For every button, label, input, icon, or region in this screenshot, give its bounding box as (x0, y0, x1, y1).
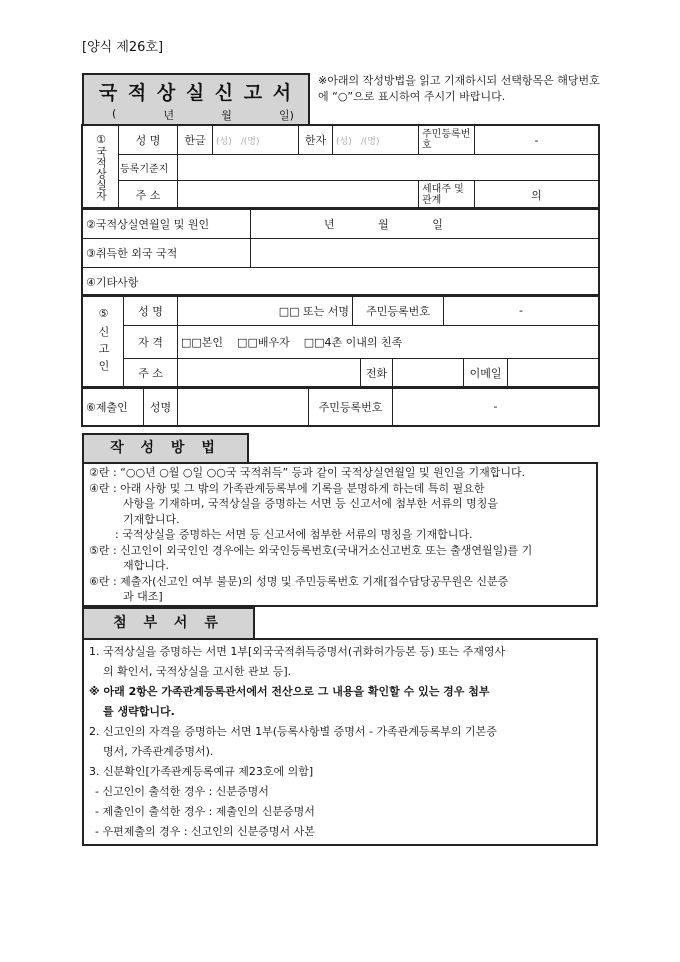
attachment-line: 2. 신고인의 자격을 증명하는 서면 1부(등록사항별 증명서 - 가족관계등록부의 기본증 (89, 725, 497, 738)
attachment-line: - 신고인이 출석한 경우 : 신분증명서 (95, 785, 269, 798)
attachment-line: 의 확인서, 국적상실을 고시한 관보 등]. (103, 665, 292, 678)
loss-date-field[interactable] (251, 209, 599, 239)
section6-table (82, 387, 599, 426)
email-label: 이메일 (464, 359, 508, 388)
date-day: 일) (279, 109, 294, 122)
day-label: 일 (432, 217, 443, 231)
reporter-name-field[interactable]: □□ 또는 서명 (178, 296, 353, 326)
qualification-label: 자 격 (124, 326, 178, 359)
reporter-address-field[interactable] (178, 359, 361, 388)
submitter-rrn-label: 주민등록번호 (309, 388, 393, 426)
address-label: 주 소 (119, 181, 178, 209)
form-number: [양식 제26호] (82, 40, 164, 55)
option-spouse[interactable]: □□배우자 (237, 336, 290, 349)
reporter-name-label: 성 명 (124, 296, 178, 326)
householder-field[interactable]: 의 (475, 181, 599, 209)
submitter-name-label: 성명 (144, 388, 178, 426)
name-label: 성 명 (119, 126, 178, 155)
hanja-name-field[interactable]: (성) /(명) (333, 126, 419, 155)
section2-4-table (82, 208, 599, 296)
rrn-field[interactable]: - (475, 126, 599, 155)
instructions-header: 작 성 방 법 (82, 433, 249, 464)
instruction-line: 기재합니다. (123, 512, 180, 526)
registry-field[interactable] (178, 155, 599, 181)
attachment-note: ※ 아래 2항은 가족관계등록관서에서 전산으로 그 내용을 확인할 수 있는 경우 첨부 (89, 685, 490, 698)
date-year: 년 (163, 109, 175, 122)
section1-label: ①국적상실자 (83, 126, 119, 209)
form-title: 국 적 상 실 신 고 서 (98, 82, 294, 104)
instructions-box (82, 462, 598, 607)
attachment-note: 를 생략합니다. (103, 705, 175, 718)
attachment-line: 명서, 가족관계증명서). (103, 745, 214, 758)
phone-label: 전화 (361, 359, 393, 388)
qualification-options (178, 326, 599, 359)
section6-label: ⑥제출인 (83, 388, 144, 426)
month-label: 월 (378, 217, 389, 231)
section1-table (82, 125, 599, 209)
instruction-line: 과 대조] (123, 590, 163, 603)
registry-label: 등록기준지 (119, 155, 178, 181)
attachment-line: 1. 국적상실을 증명하는 서면 1부[외국국적취득증명서(귀화허가등본 등) 또는 주재영사 (89, 645, 506, 658)
section2-label: ②국적상실연월일 및 원인 (83, 209, 251, 239)
hangul-name-field[interactable]: (성) /(명) (213, 126, 299, 155)
instruction-line: ⑥란 : 제출자(신고인 여부 불문)의 성명 및 주민등록번호 기재[접수담당공무원은 신분증 (89, 574, 509, 588)
instruction-line: ④란 : 아래 사항 및 그 밖의 가족관계등록부에 기록을 분명하게 하는데 특히 필요한 (89, 481, 485, 495)
attachment-line: - 제출인이 출석한 경우 : 제출인의 신분증명서 (95, 805, 315, 818)
option-self[interactable]: □□본인 (181, 336, 224, 349)
section5-label: ⑤신고인 (83, 296, 124, 388)
attachments-header: 첨 부 서 류 (82, 607, 255, 640)
rrn-label: 주민등록번호 (419, 126, 475, 155)
reporter-address-label: 주 소 (124, 359, 178, 388)
reporter-rrn-field[interactable]: - (444, 296, 599, 326)
section5-table (82, 295, 599, 388)
submitter-rrn-field[interactable]: - (393, 388, 599, 426)
instruction-line: 재합니다. (123, 559, 170, 572)
attachment-line: 3. 신분확인[가족관계등록예규 제23호에 의함] (89, 765, 314, 778)
option-relative[interactable]: □□4촌 이내의 친족 (303, 336, 403, 349)
phone-field[interactable] (393, 359, 464, 388)
instruction-line: ②란 : “○○년 ○월 ○일 ○○국 국적취득” 등과 같이 국적상실연월일 및 원인을 기재합니다. (89, 466, 526, 479)
householder-label: 세대주 및 관계 (419, 181, 475, 209)
hanja-label: 한자 (299, 126, 333, 155)
submitter-name-field[interactable] (178, 388, 309, 426)
date-month: 월 (221, 109, 232, 122)
foreign-nationality-field[interactable] (251, 239, 599, 268)
reporter-rrn-label: 주민등록번호 (353, 296, 444, 326)
email-field[interactable] (508, 359, 599, 388)
instruction-line: 사항을 기재하며, 국적상실을 증명하는 서면 등 신고서에 첨부한 서류의 명칭을 (123, 497, 498, 510)
hangul-label: 한글 (178, 126, 213, 155)
title-box (82, 73, 310, 126)
instruction-note: ※아래의 작성방법을 읽고 기재하시되 선택항목은 해당번호에 “○”으로 표시하여 주시기 바랍니다. (318, 74, 600, 103)
attachment-line: - 우편제출의 경우 : 신고인의 신분증명서 사본 (95, 825, 315, 838)
section4-label[interactable]: ④기타사항 (83, 268, 599, 296)
section3-label: ③취득한 외국 국적 (83, 239, 251, 268)
address-field[interactable] (178, 181, 419, 209)
date-open: ( (112, 107, 117, 120)
title-date (84, 105, 308, 123)
instruction-line: : 국적상실을 증명하는 서면 등 신고서에 첨부한 서류의 명칭을 기재합니다. (115, 528, 473, 541)
instruction-line: ⑤란 : 신고인이 외국인인 경우에는 외국인등록번호(국내거소신고번호 또는 출생연월일)를 기 (89, 543, 533, 557)
year-label: 년 (324, 217, 335, 231)
attachments-box (82, 638, 598, 846)
